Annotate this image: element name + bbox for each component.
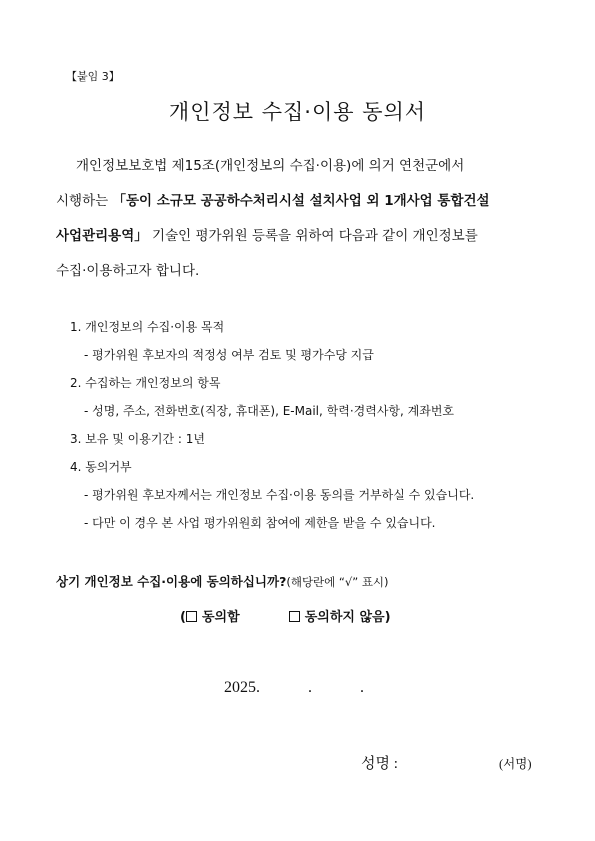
project-name-part-2: 사업관리용역」 [56,228,148,244]
section-2-heading: 2. 수집하는 개인정보의 항목 [70,376,221,390]
intro-line-2-prefix: 시행하는 [56,193,113,209]
intro-paragraph [56,149,546,289]
choices-open-paren: ( [180,610,186,625]
consent-choices [180,606,391,625]
disagree-label: 동의하지 않음) [304,610,391,625]
document-title: 개인정보 수집·이용 동의서 [168,100,427,124]
agree-checkbox[interactable] [186,611,197,622]
project-name-part-1: 「동이 소규모 공공하수처리시설 설치사업 외 1개사업 통합건설 [112,193,490,209]
consent-question-text: 상기 개인정보 수집·이용에 동의하십니까? [56,574,287,589]
date-line: 2025. . . [224,679,365,696]
section-4-detail-2: - 다만 이 경우 본 사업 평가위원회 참여에 제한을 받을 수 있습니다. [84,516,436,530]
section-4-detail-1: - 평가위원 후보자께서는 개인정보 수집·이용 동의를 거부하실 수 있습니다. [84,488,475,502]
sections-list [70,313,474,537]
section-4-heading: 4. 동의거부 [70,460,132,474]
consent-question-hint: (해당란에 “√” 표시) [286,575,389,589]
signature-field[interactable]: (서명) [499,757,532,771]
section-1-detail: - 평가위원 후보자의 적정성 여부 검토 및 평가수당 지급 [84,348,374,362]
agree-label: 동의함 [201,610,240,625]
intro-line-2 [56,184,546,219]
section-1-heading: 1. 개인정보의 수집·이용 목적 [70,320,225,334]
section-2-detail: - 성명, 주소, 전화번호(직장, 휴대폰), E-Mail, 학력·경력사항, 계좌번호 [84,404,455,418]
attachment-label: 【붙임 3】 [66,70,120,83]
consent-question [56,572,389,590]
section-3-heading: 3. 보유 및 이용기간 : 1년 [70,432,205,446]
intro-line-4: 수집·이용하고자 합니다. [56,263,200,279]
intro-line-3-rest: 기술인 평가위원 등록을 위하여 다음과 같이 개인정보를 [147,228,478,244]
signature-label: 성명 : [361,756,398,772]
disagree-checkbox[interactable] [289,611,300,622]
intro-line-1: 개인정보보호법 제15조(개인정보의 수집·이용)에 의거 연천군에서 [76,158,465,174]
intro-line-3 [56,219,546,254]
